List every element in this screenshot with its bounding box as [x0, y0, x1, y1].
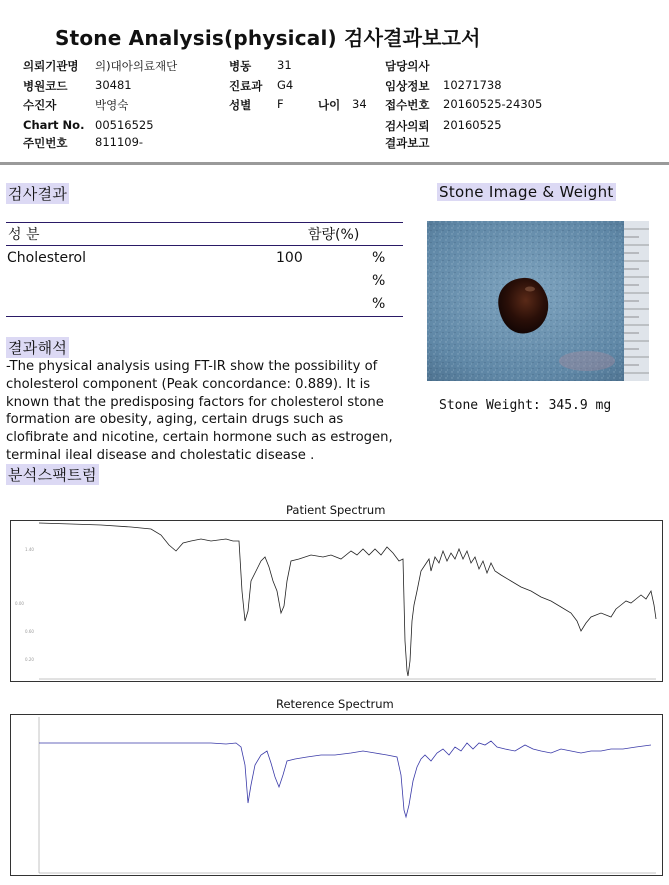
row-unit: %	[372, 273, 386, 289]
label-hospital-code: 병원코드	[23, 79, 68, 93]
patient-spectrum-title: Patient Spectrum	[286, 503, 386, 517]
row-amount: 100	[276, 250, 303, 266]
value-referring-institution: 의)대아의료재단	[95, 59, 178, 73]
value-department: G4	[277, 78, 294, 92]
label-chart-no: Chart No.	[23, 118, 85, 132]
value-resident-number: 811109-	[95, 135, 144, 149]
row-component: Cholesterol	[7, 250, 87, 266]
label-attending-doctor: 담당의사	[385, 59, 430, 73]
header-divider	[0, 162, 669, 165]
results-table-top-rule	[6, 222, 403, 223]
svg-text:0.20: 0.20	[25, 657, 34, 662]
row-unit: %	[372, 250, 386, 266]
results-col-component: 성 분	[8, 227, 40, 243]
label-clinical-info: 임상정보	[385, 79, 430, 93]
svg-text:0.00: 0.00	[15, 601, 24, 606]
results-heading: 검사결과	[8, 185, 68, 203]
value-test-request: 20160525	[443, 118, 502, 132]
value-chart-no: 00516525	[95, 118, 154, 132]
interpretation-line: known that the predisposing factors for cholesterol stone	[6, 394, 384, 410]
interpretation-line: formation are obesity, aging, certain drugs such as	[6, 412, 344, 428]
label-receipt-number: 접수번호	[385, 98, 430, 112]
stone-weight: Stone Weight: 345.9 mg	[439, 398, 612, 413]
label-referring-institution: 의뢰기관명	[23, 59, 79, 73]
label-resident-number: 주민번호	[23, 136, 68, 150]
label-result-report: 결과보고	[385, 136, 430, 150]
results-col-amount: 함량(%)	[308, 227, 360, 243]
interpretation-line: terminal ileal disease and cholestatic disease .	[6, 447, 315, 463]
value-sex: F	[277, 97, 284, 111]
label-patient-name: 수진자	[23, 98, 57, 112]
svg-text:0.60: 0.60	[25, 629, 34, 634]
label-test-request: 검사의뢰	[385, 119, 430, 133]
interpretation-line: -The physical analysis using FT-IR show the possibility of	[6, 359, 378, 374]
interpretation-text	[6, 358, 421, 465]
interpretation-line: clofibrate and nicotine, certain hormone such as estrogen,	[6, 430, 393, 446]
reference-spectrum-plot	[10, 714, 663, 876]
value-clinical-info: 10271738	[443, 78, 502, 92]
svg-text:1.40: 1.40	[25, 547, 34, 552]
patient-spectrum-plot	[10, 520, 663, 682]
value-age: 34	[352, 97, 367, 111]
results-table-bottom-rule	[6, 316, 403, 317]
value-hospital-code: 30481	[95, 78, 132, 92]
label-department: 진료과	[229, 79, 263, 93]
label-sex: 성별	[229, 98, 252, 112]
value-patient-name: 박영숙	[95, 98, 129, 112]
label-ward: 병동	[229, 59, 252, 73]
reference-spectrum-title: Reterence Spectrum	[276, 697, 394, 711]
results-table-header-rule	[6, 245, 403, 246]
label-age: 나이	[318, 98, 341, 112]
row-unit: %	[372, 296, 386, 312]
interpretation-heading: 결과해석	[8, 339, 68, 357]
interpretation-line: cholesterol component (Peak concordance: 0.889). It is	[6, 376, 371, 392]
stone-photo	[427, 221, 649, 381]
spectrum-heading: 분석스팩트럼	[8, 466, 97, 484]
stone-heading: Stone Image & Weight	[439, 183, 614, 201]
report-title: Stone Analysis(physical) 검사결과보고서	[55, 26, 481, 50]
value-receipt-number: 20160525-24305	[443, 97, 543, 111]
value-ward: 31	[277, 58, 292, 72]
